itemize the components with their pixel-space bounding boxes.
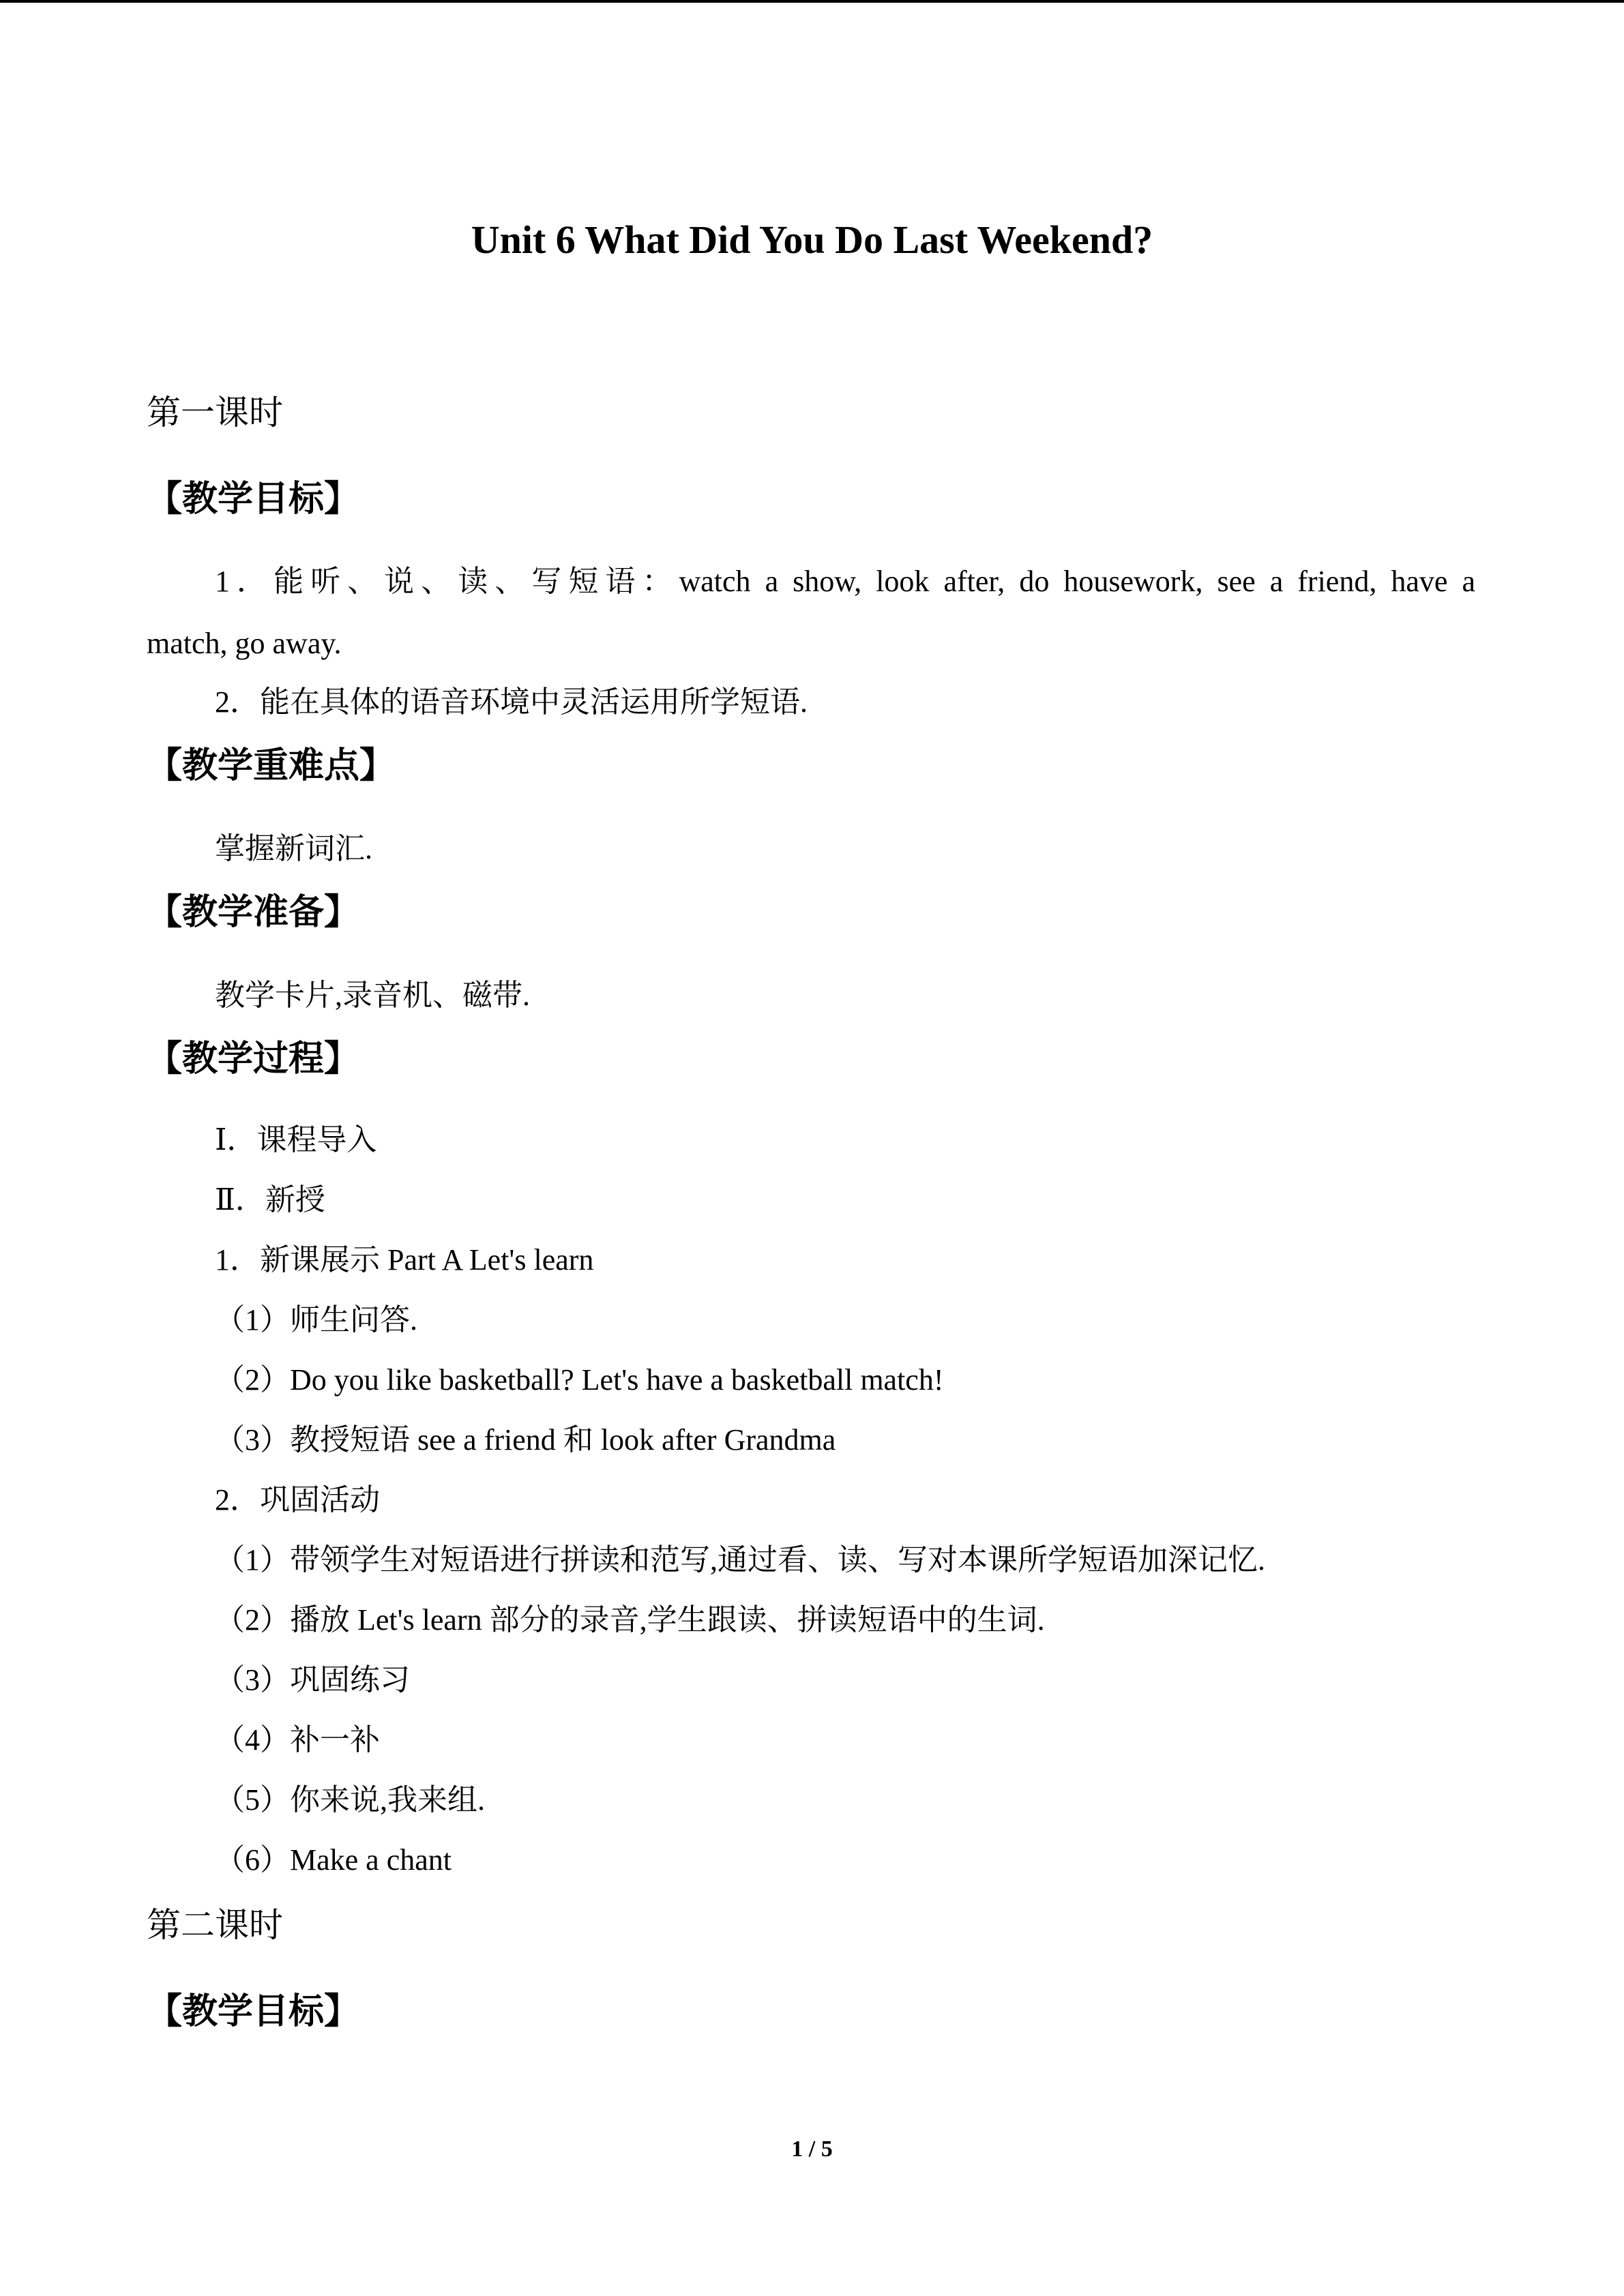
process-heading: 【教学过程】 <box>147 1039 360 1079</box>
process-step-5: （2）Do you like basketball? Let's have a basketball match! <box>215 1363 944 1397</box>
process-step-2: Ⅱ．新授 <box>215 1183 325 1217</box>
process-step-9: （2）播放 Let's learn 部分的录音,学生跟读、拼读短语中的生词. <box>215 1603 1045 1637</box>
objective-item-1-line-2: match, go away. <box>147 627 342 660</box>
process-step-11: （4）补一补 <box>215 1723 380 1757</box>
process-step-3: 1．新课展示 Part A Let's learn <box>215 1243 594 1277</box>
lesson-2-heading: 第二课时 <box>147 1905 283 1945</box>
document-title: Unit 6 What Did You Do Last Weekend? <box>471 218 1153 262</box>
preparation-text: 教学卡片,录音机、磁带. <box>215 979 530 1012</box>
key-points-heading: 【教学重难点】 <box>147 745 396 786</box>
page-top-border <box>0 0 1624 3</box>
lesson-1-objectives-heading: 【教学目标】 <box>147 479 360 520</box>
preparation-heading: 【教学准备】 <box>147 892 360 933</box>
objective-item-2: 2．能在具体的语音环境中灵活运用所学短语. <box>215 685 808 719</box>
process-step-6: （3）教授短语 see a friend 和 look after Grandma <box>215 1423 836 1457</box>
process-step-1: Ⅰ．课程导入 <box>215 1123 377 1157</box>
process-step-10: （3）巩固练习 <box>215 1663 410 1697</box>
process-step-4: （1）师生问答. <box>215 1303 417 1337</box>
process-step-12: （5）你来说,我来组. <box>215 1783 485 1817</box>
key-points-text: 掌握新词汇. <box>215 832 372 865</box>
process-step-7: 2．巩固活动 <box>215 1483 380 1517</box>
objective-item-1-line-1: 1．能听、说、读、写短语：watch a show, look after, do housework, see a friend, have a <box>215 565 1475 598</box>
process-step-8: （1）带领学生对短语进行拼读和范写,通过看、读、写对本课所学短语加深记忆. <box>215 1543 1265 1577</box>
page-number: 1 / 5 <box>791 2136 833 2162</box>
process-step-13: （6）Make a chant <box>215 1843 452 1877</box>
lesson-2-objectives-heading: 【教学目标】 <box>147 1991 360 2032</box>
lesson-1-heading: 第一课时 <box>147 393 283 432</box>
